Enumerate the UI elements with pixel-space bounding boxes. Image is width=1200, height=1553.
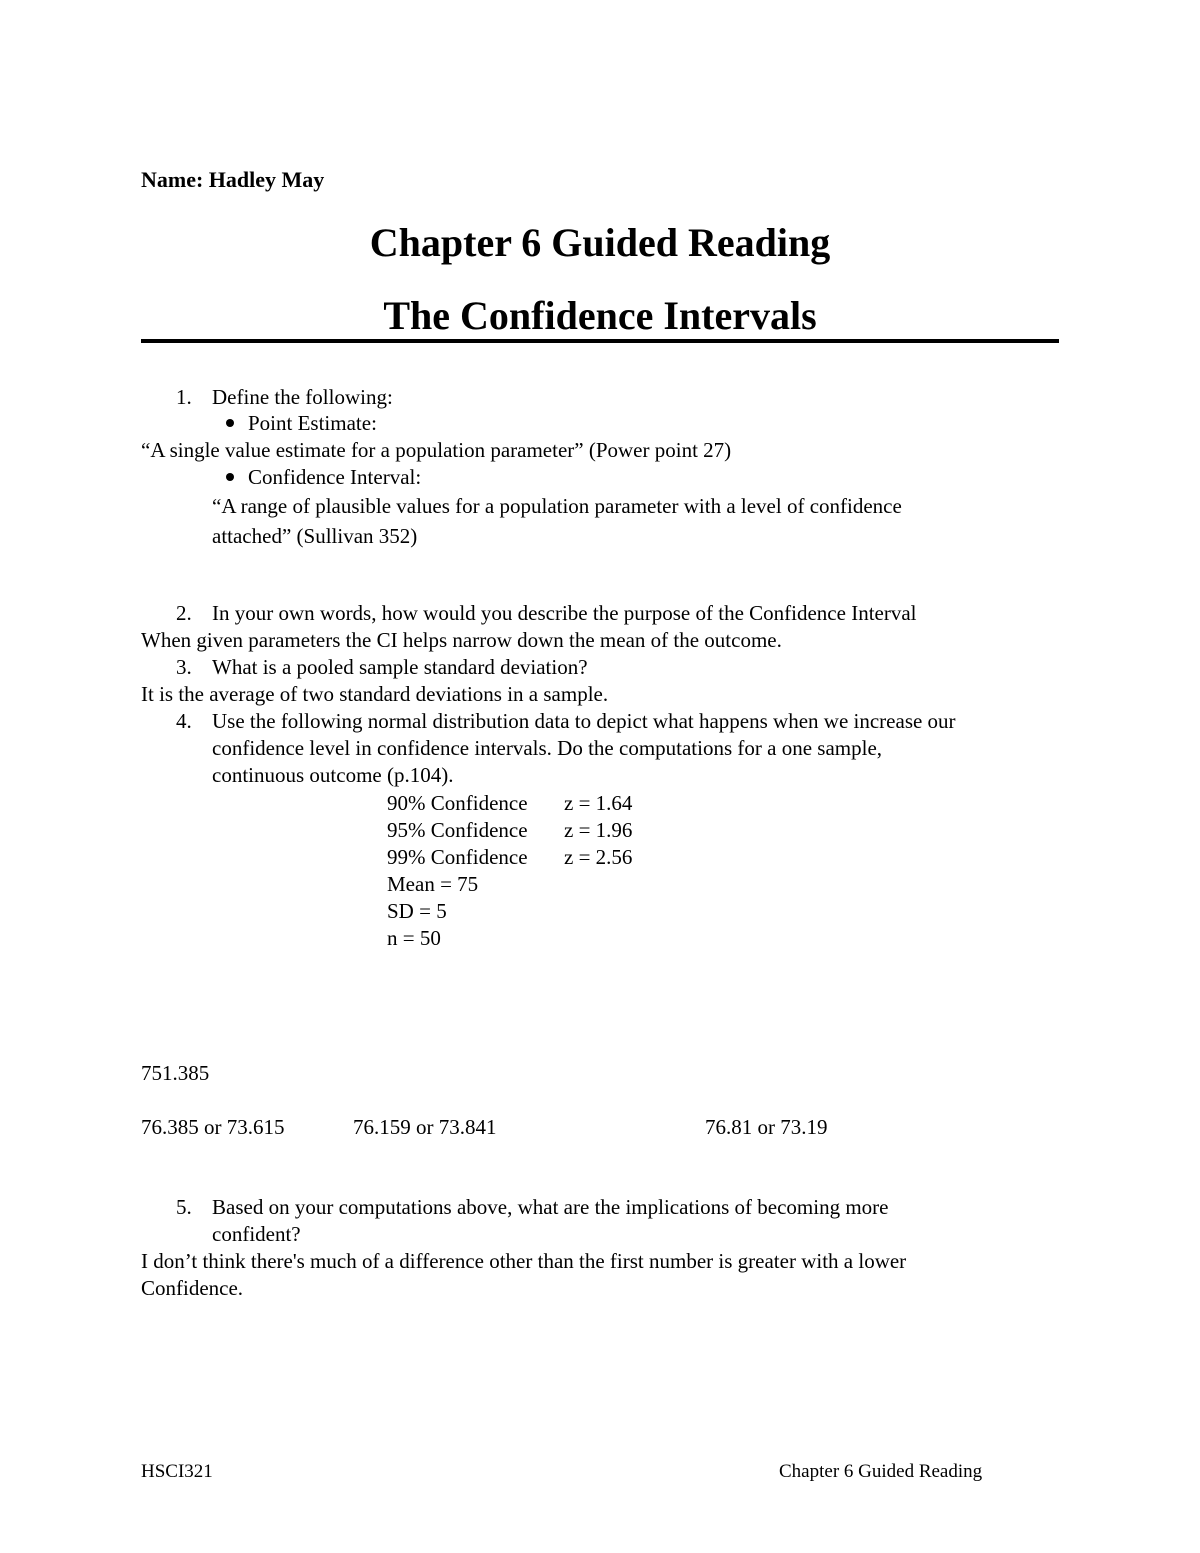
q4-number: 4.: [176, 709, 192, 733]
z-value-99: z = 2.56: [564, 845, 633, 869]
q4-text: continuous outcome (p.104).: [212, 763, 454, 787]
q4-result-99: 76.81 or 73.19: [705, 1115, 828, 1139]
q2-text: In your own words, how would you describe the purpose of the Confidence Interval: [212, 601, 917, 625]
title-divider: [141, 339, 1059, 343]
q5-number: 5.: [176, 1195, 192, 1219]
sd-value: SD = 5: [387, 899, 447, 923]
q4-result-90: 76.385 or 73.615: [141, 1115, 285, 1139]
q3-text: What is a pooled sample standard deviation?: [212, 655, 588, 679]
bullet-icon: [226, 473, 234, 481]
q4-text: confidence level in confidence intervals. Do the computations for a one sample,: [212, 736, 883, 760]
q2-answer: When given parameters the CI helps narrow down the mean of the outcome.: [141, 628, 782, 652]
page-title: Chapter 6 Guided Reading: [369, 220, 831, 265]
q4-text: Use the following normal distribution data to depict what happens when we increase our: [212, 709, 956, 733]
page-subtitle: The Confidence Intervals: [383, 293, 817, 338]
q1-text: Define the following:: [212, 385, 393, 409]
q5-text: confident?: [212, 1222, 301, 1246]
q3-number: 3.: [176, 655, 192, 679]
q5-text: Based on your computations above, what are the implications of becoming more: [212, 1195, 889, 1219]
confidence-95-label: 95% Confidence: [387, 818, 528, 842]
point-estimate-answer: “A single value estimate for a population parameter” (Power point 27): [141, 438, 732, 462]
q4-result-95: 76.159 or 73.841: [353, 1115, 497, 1139]
confidence-90-label: 90% Confidence: [387, 791, 528, 815]
z-value-90: z = 1.64: [564, 791, 633, 815]
footer-course-code: HSCI321: [141, 1461, 213, 1482]
footer-document-title: Chapter 6 Guided Reading: [779, 1461, 983, 1482]
student-name: Name: Hadley May: [141, 167, 325, 192]
bullet-icon: [226, 419, 234, 427]
confidence-interval-label: Confidence Interval:: [248, 465, 422, 489]
confidence-interval-answer: “A range of plausible values for a population parameter with a level of confidence: [212, 494, 902, 518]
q5-answer: I don’t think there's much of a difference other than the first number is greater with a lower: [141, 1249, 907, 1273]
q3-answer: It is the average of two standard deviations in a sample.: [141, 682, 609, 706]
n-value: n = 50: [387, 926, 441, 950]
q5-answer: Confidence.: [141, 1276, 244, 1300]
confidence-99-label: 99% Confidence: [387, 845, 528, 869]
q2-number: 2.: [176, 601, 192, 625]
z-value-95: z = 1.96: [564, 818, 633, 842]
mean-value: Mean = 75: [387, 872, 479, 896]
q4-work: 751.385: [141, 1061, 210, 1085]
q1-number: 1.: [176, 385, 192, 409]
point-estimate-label: Point Estimate:: [248, 411, 377, 435]
confidence-interval-answer: attached” (Sullivan 352): [212, 524, 418, 548]
